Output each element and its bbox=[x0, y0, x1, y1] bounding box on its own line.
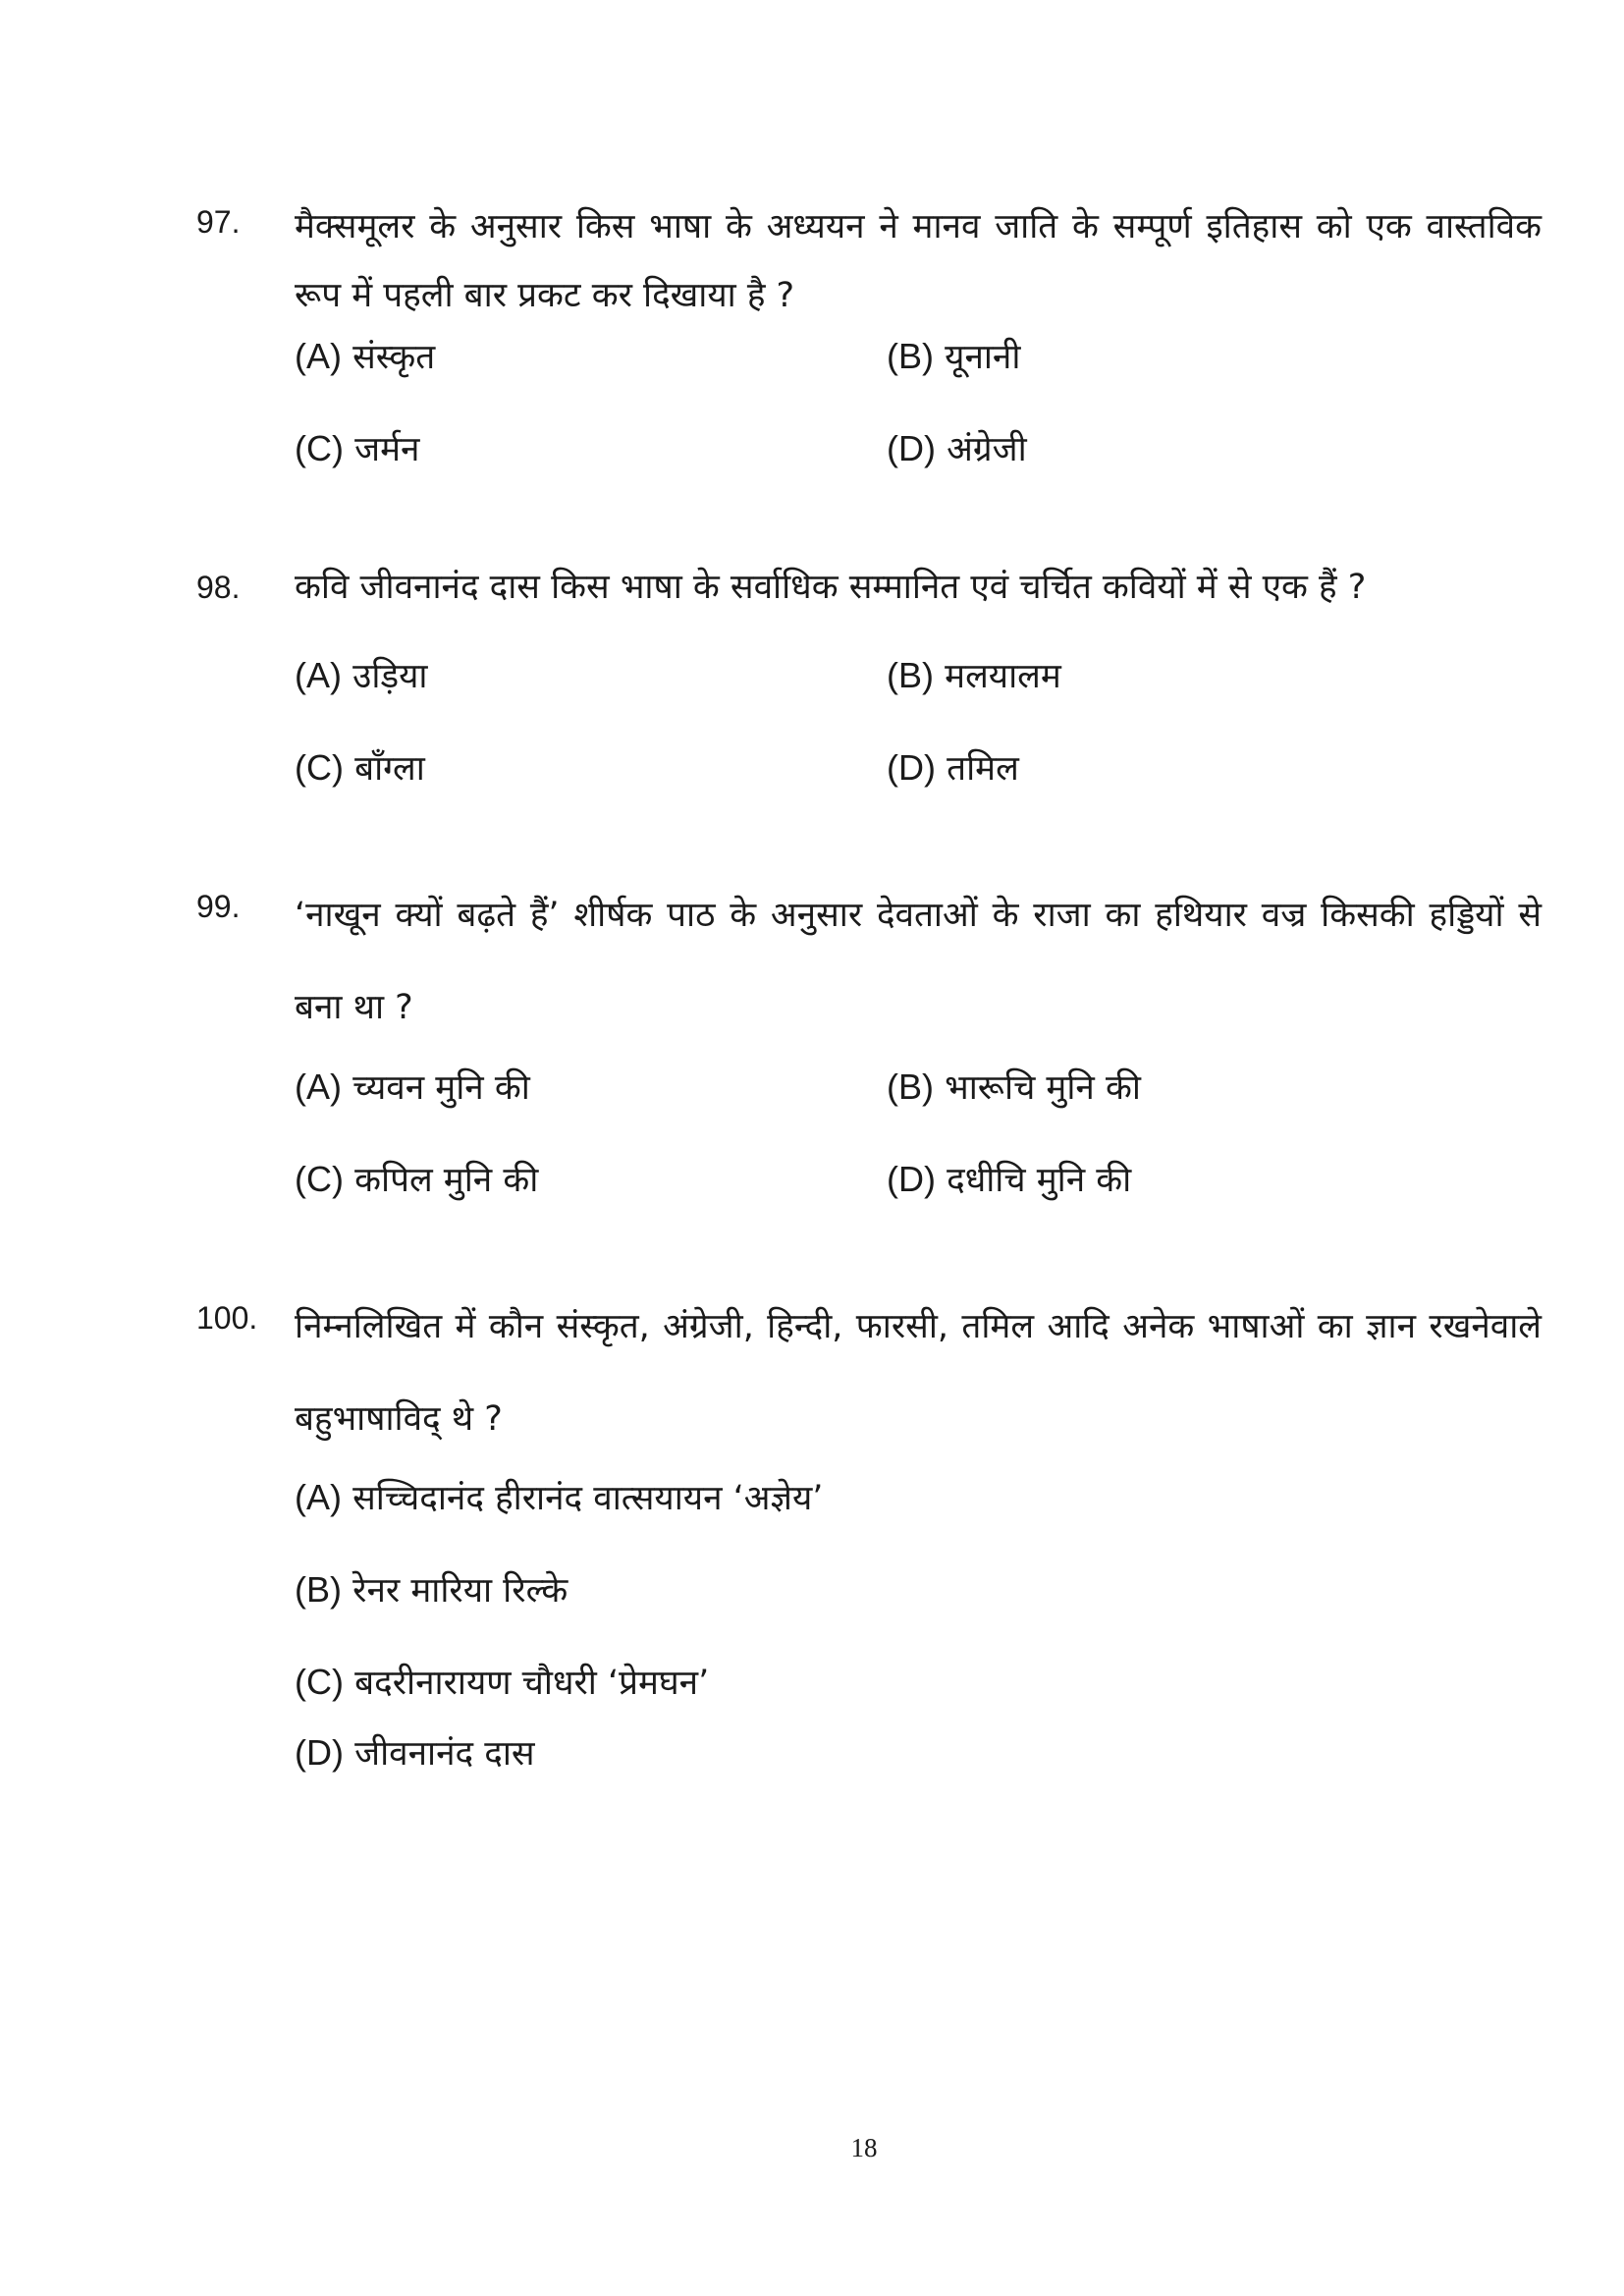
option-a[interactable] bbox=[295, 335, 435, 379]
option-text: जर्मन bbox=[354, 430, 420, 469]
option-text: कपिल मुनि की bbox=[354, 1161, 539, 1200]
option-key: (B) bbox=[887, 336, 934, 376]
question-number: 98. bbox=[196, 570, 241, 605]
question-text: निम्नलिखित में कौन संस्कृत, अंग्रेजी, हिन्दी, फारसी, तमिल आदि अनेक भाषाओं का ज्ञान रखनेवाले बहुभाषाविद् थे ? bbox=[295, 1307, 1542, 1439]
option-d[interactable] bbox=[887, 1158, 1131, 1202]
option-text: उड़िया bbox=[352, 657, 428, 696]
option-key: (C) bbox=[295, 1159, 344, 1199]
question-number: 99. bbox=[196, 889, 241, 924]
option-text: संस्कृत bbox=[352, 338, 436, 377]
page-number: 18 bbox=[850, 2133, 878, 2162]
option-text: बदरीनारायण चौधरी ‘प्रेमघन’ bbox=[354, 1664, 710, 1703]
option-text: च्यवन मुनि की bbox=[352, 1068, 530, 1108]
option-b[interactable] bbox=[887, 654, 1061, 698]
option-key: (C) bbox=[295, 1662, 344, 1702]
option-d[interactable] bbox=[295, 1731, 535, 1776]
option-key: (A) bbox=[295, 1477, 342, 1517]
option-a[interactable] bbox=[295, 1476, 823, 1520]
question-text: कवि जीवनानंद दास किस भाषा के सर्वाधिक सम्मानित एवं चर्चित कवियों में से एक हैं ? bbox=[295, 568, 1367, 607]
option-text: अंग्रेजी bbox=[947, 430, 1027, 469]
option-key: (D) bbox=[887, 1159, 936, 1199]
option-key: (D) bbox=[295, 1732, 344, 1773]
option-text: बाँग्ला bbox=[354, 749, 425, 789]
option-key: (C) bbox=[295, 747, 344, 788]
option-key: (A) bbox=[295, 1066, 342, 1107]
option-key: (A) bbox=[295, 655, 342, 695]
option-key: (D) bbox=[887, 428, 936, 468]
option-text: दधीचि मुनि की bbox=[947, 1161, 1132, 1200]
option-c[interactable] bbox=[295, 427, 419, 471]
option-d[interactable] bbox=[887, 746, 1019, 791]
option-a[interactable] bbox=[295, 1066, 530, 1110]
option-b[interactable] bbox=[295, 1568, 568, 1613]
option-d[interactable] bbox=[887, 427, 1027, 471]
question-text: मैक्समूलर के अनुसार किस भाषा के अध्ययन ने मानव जाति के सम्पूर्ण इतिहास को एक वास्तविक रूप में पहली बार प्रकट कर दिखाया है ? bbox=[295, 207, 1542, 315]
question-number: 97. bbox=[196, 204, 241, 240]
option-text: तमिल bbox=[947, 749, 1019, 789]
option-c[interactable] bbox=[295, 746, 425, 791]
option-text: मलयालम bbox=[945, 657, 1061, 696]
option-c[interactable] bbox=[295, 1661, 709, 1705]
option-text: रेनर मारिया रिल्के bbox=[352, 1571, 568, 1611]
option-key: (B) bbox=[887, 655, 934, 695]
option-text: जीवनानंद दास bbox=[354, 1734, 535, 1774]
question-text: ‘नाखून क्यों बढ़ते हैं’ शीर्षक पाठ के अनुसार देवताओं के राजा का हथियार वज्र किसकी हड्डियों से बना था ? bbox=[295, 896, 1542, 1027]
option-b[interactable] bbox=[887, 1066, 1141, 1110]
option-text: यूनानी bbox=[945, 338, 1021, 377]
option-key: (D) bbox=[887, 747, 936, 788]
option-b[interactable] bbox=[887, 335, 1020, 379]
option-text: भारूचि मुनि की bbox=[945, 1068, 1141, 1108]
option-key: (B) bbox=[887, 1066, 934, 1107]
option-a[interactable] bbox=[295, 654, 427, 698]
option-c[interactable] bbox=[295, 1158, 538, 1202]
question-number: 100. bbox=[196, 1300, 258, 1336]
option-key: (A) bbox=[295, 336, 342, 376]
option-key: (C) bbox=[295, 428, 344, 468]
option-key: (B) bbox=[295, 1569, 342, 1610]
option-text: सच्चिदानंद हीरानंद वात्सयायन ‘अज्ञेय’ bbox=[352, 1479, 824, 1518]
